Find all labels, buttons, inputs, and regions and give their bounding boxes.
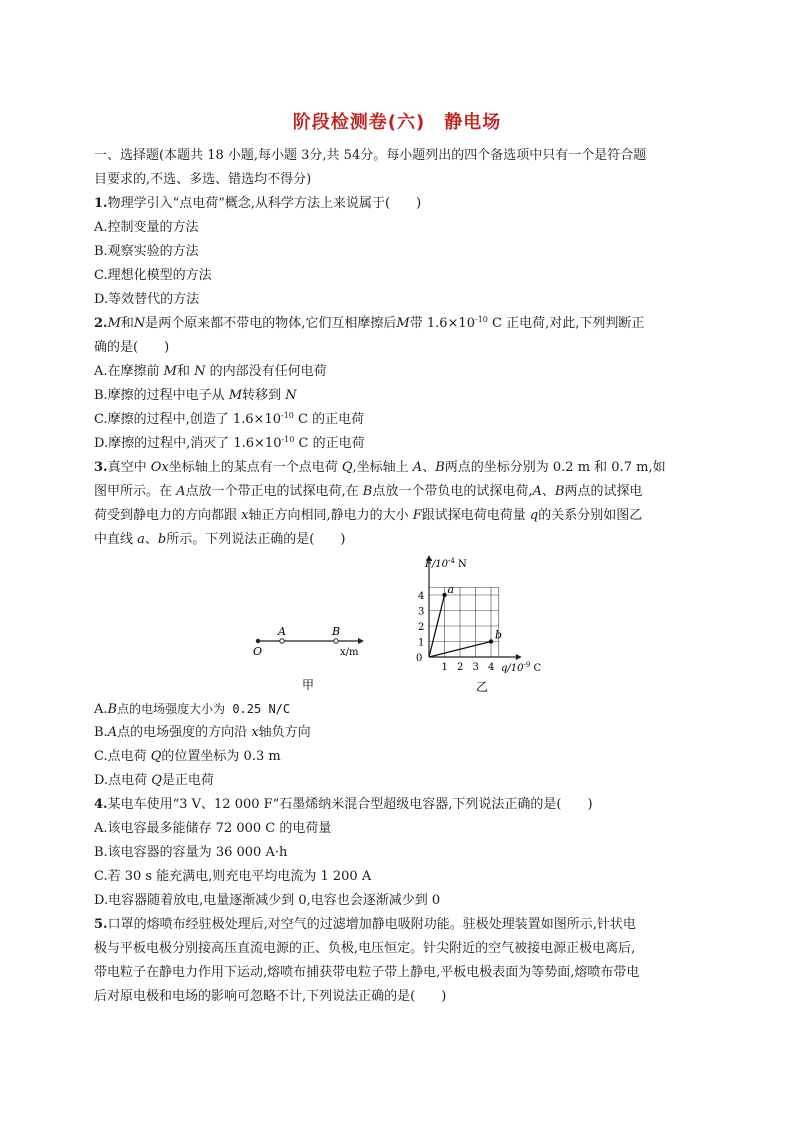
q2-option-text: 的内部没有任何电荷 <box>205 364 327 379</box>
q3-stem-line-1 <box>94 456 706 480</box>
q3-text: 、 <box>541 484 555 499</box>
x-tick-label: 4 <box>488 662 495 673</box>
q2-text: 带 1.6×10 <box>409 316 475 331</box>
q3-option-text: C.点电荷 <box>94 749 151 764</box>
q5-stem-line-3: 带电粒子在静电力作用下运动,熔喷布捕获带电粒子带上静电,平板电极表面为等势面,熔喷布带电 <box>94 965 640 980</box>
q2-option-d <box>94 432 706 456</box>
q4-option-a: A.该电容最多能储存 72 000 C 的电荷量 <box>94 821 332 836</box>
y-tick-label: 2 <box>418 622 425 633</box>
q1-number: 1. <box>94 196 108 211</box>
q3-symbol: Q <box>151 773 162 788</box>
q4-option-d: D.电容器随着放电,电量逐渐减少到 0,电容也会逐渐减少到 0 <box>94 893 441 908</box>
q2-symbol-m: M <box>396 316 410 331</box>
q3-symbol: A <box>176 484 186 499</box>
q5-stem-line-4: 后对原电极和电场的影响可忽略不计,下列说法正确的是( ) <box>94 989 447 1004</box>
q2-option-text: C 的正电荷 <box>293 412 365 427</box>
x-tick-label: 2 <box>457 662 464 673</box>
chart-caption: 乙 <box>476 680 489 694</box>
q3-text: 坐标轴上的某点有一个点电荷 <box>168 460 342 475</box>
origin-point <box>256 639 260 643</box>
q3-text: 、 <box>422 460 436 475</box>
q3-symbol: B <box>107 702 118 717</box>
figure-jia-caption: 甲 <box>302 678 315 692</box>
q2-symbol-m: M <box>228 388 243 403</box>
q3-option-a <box>94 697 706 721</box>
page-title: 阶段检测卷(六) 静电场 <box>292 112 502 133</box>
q2-exponent: -10 <box>474 315 488 324</box>
origin-label: 0 <box>416 653 423 664</box>
q2-exponent: -10 <box>281 411 294 420</box>
q3-symbol: A <box>532 484 542 499</box>
series-point-b <box>489 639 493 643</box>
q3-symbol: x <box>251 725 259 740</box>
q3-option-b <box>94 721 706 745</box>
q3-symbol: B <box>554 484 565 499</box>
q4-number: 4. <box>94 797 108 812</box>
x-axis-label: x/m <box>340 647 359 658</box>
q2-option-text: A.在摩擦前 <box>94 364 164 379</box>
q3-text: 真空中 <box>107 460 151 475</box>
x-tick-label: 1 <box>441 662 448 673</box>
y-tick-label: 4 <box>418 591 425 602</box>
q3-symbol: Q <box>150 749 162 764</box>
q2-text: 是两个原来都不带电的物体,它们互相摩擦后 <box>145 316 397 331</box>
q2-number: 2. <box>94 316 108 331</box>
q3-symbol: A <box>107 725 118 740</box>
q5-number: 5. <box>94 917 108 932</box>
q3-symbol: A <box>412 460 423 475</box>
q2-option-text: 和 <box>176 364 195 379</box>
series-point-a <box>442 593 446 597</box>
q2-symbol-n: N <box>194 364 206 379</box>
q3-text: 所示。下列说法正确的是( ) <box>166 532 346 547</box>
q2-option-a <box>94 360 706 384</box>
y-tick-label: 1 <box>418 637 425 649</box>
q2-text: 和 <box>120 316 134 331</box>
q3-text: 轴正方向相同,静电力的大小 <box>248 508 413 523</box>
point-b-label: B <box>332 625 341 638</box>
q3-text: 跟试探电荷电荷量 <box>421 508 530 523</box>
q3-text: ,坐标轴上 <box>352 460 413 475</box>
point-b <box>334 639 338 643</box>
y-axis-label: $F/10^{-4}$ N <box>425 557 467 570</box>
q3-number: 3. <box>94 460 108 475</box>
q2-symbol-n: N <box>133 316 146 331</box>
q3-option-text: 的位置坐标为 0.3 m <box>161 749 281 764</box>
x-axis-arrow <box>358 638 364 644</box>
q3-stem-line-4 <box>94 528 706 552</box>
q3-option-text: 轴负方向 <box>258 725 311 740</box>
q2-symbol-m: M <box>163 364 177 379</box>
q2-symbol-n: N <box>285 388 297 403</box>
q2-option-text: B.摩擦的过程中电子从 <box>94 388 229 403</box>
q3-stem-line-2 <box>94 480 706 504</box>
q3-text: 、 <box>144 532 158 547</box>
q3-option-text: A. <box>94 702 108 717</box>
q3-symbol: Q <box>341 460 353 475</box>
q2-symbol-m: M <box>107 316 121 331</box>
q1-option-c: C.理想化模型的方法 <box>94 268 212 283</box>
questions-bottom <box>94 697 706 1009</box>
x-axis-label: $q/10^{-9}$ C <box>501 661 542 674</box>
q3-option-text: 点的电场强度大小为 0.25 N/C <box>117 702 291 716</box>
q1-stem-text: 物理学引入“点电荷”概念,从科学方法上来说属于( ) <box>107 196 422 211</box>
q3-symbol: b <box>157 532 167 547</box>
q2-stem-line-2: 确的是( ) <box>94 340 170 355</box>
q4-stem <box>94 793 706 817</box>
q3-text: 图甲所示。在 <box>94 484 177 499</box>
q2-exponent: -10 <box>281 435 295 444</box>
q3-text: 中直线 <box>94 532 138 547</box>
q2-option-b <box>94 384 706 408</box>
point-a-label: A <box>278 625 286 638</box>
q3-symbol: x <box>241 508 249 523</box>
q1-option-b: B.观察实验的方法 <box>94 244 199 259</box>
x-tick-label: 3 <box>472 662 479 673</box>
q3-text: 的关系分别如图乙 <box>538 508 643 523</box>
point-a <box>280 639 284 643</box>
q3-option-d <box>94 769 706 793</box>
x-axis-arrow <box>516 654 522 660</box>
origin-label: O <box>253 645 263 658</box>
q3-symbol: Ox <box>150 460 169 475</box>
q2-option-text: C.摩擦的过程中,创造了 1.6×10 <box>94 412 281 427</box>
q2-option-c <box>94 408 706 432</box>
series-label-a: a <box>447 583 455 596</box>
chart-yi <box>400 553 560 698</box>
q3-option-text: D.点电荷 <box>94 773 152 788</box>
y-tick-label: 3 <box>418 606 425 618</box>
series-label-b: b <box>495 628 503 642</box>
q5-stem-line-2: 极与平板电极分别接高压直流电源的正、负极,电压恒定。针尖附近的空气被接电源正极电离后, <box>94 941 636 956</box>
questions-top <box>94 144 706 552</box>
q1-stem <box>94 192 706 216</box>
q3-stem-line-3 <box>94 504 706 528</box>
q3-option-text: 点的电场强度的方向沿 <box>117 725 252 740</box>
q3-text: 两点的试探电 <box>564 484 643 499</box>
q4-option-c: C.若 30 s 能充满电,则充电平均电流为 1 200 A <box>94 869 372 884</box>
q2-text: C 正电荷,对此,下列判断正 <box>487 316 645 331</box>
q1-option-a: A.控制变量的方法 <box>94 220 199 235</box>
q3-option-c <box>94 745 706 769</box>
q3-text: 点放一个带正电的试探电荷,在 <box>185 484 363 499</box>
q3-option-text: 是正电荷 <box>161 773 214 788</box>
q2-option-text: 转移到 <box>242 388 286 403</box>
q5-stem-line-1 <box>94 913 706 937</box>
q3-text: 荷受到静电力的方向都跟 <box>94 508 242 523</box>
q3-symbol: B <box>435 460 445 475</box>
figure-jia <box>240 615 380 695</box>
q2-option-text: D.摩擦的过程中,消灭了 1.6×10 <box>94 436 282 451</box>
q4-option-b: B.该电容器的容量为 36 000 A·h <box>94 845 288 860</box>
q1-option-d: D.等效替代的方法 <box>94 292 200 307</box>
q5-text: 口罩的熔喷布经驻极处理后,对空气的过滤增加静电吸附功能。驻极处理装置如图所示,针状电 <box>107 917 636 932</box>
q3-symbol: a <box>137 532 145 547</box>
q3-option-text: B. <box>94 725 108 740</box>
q3-symbol: q <box>529 508 539 523</box>
q3-text: 两点的坐标分别为 0.2 m 和 0.7 m,如 <box>444 460 666 475</box>
q2-stem <box>94 312 706 336</box>
q4-stem-text: 某电车使用“3 V、12 000 F”石墨烯纳米混合型超级电容器,下列说法正确的是( ) <box>107 797 593 812</box>
instructions-line-2: 目要求的,不选、多选、错选均不得分) <box>94 172 312 187</box>
q3-symbol: B <box>362 484 373 499</box>
instructions-line-1: 一、选择题(本题共 18 小题,每小题 3分,共 54分。每小题列出的四个备选项中只有一个是符合题 <box>94 148 647 163</box>
q3-symbol: F <box>412 508 422 523</box>
q3-text: 点放一个带负电的试探电荷, <box>372 484 533 499</box>
q2-option-text: C 的正电荷 <box>294 436 365 451</box>
